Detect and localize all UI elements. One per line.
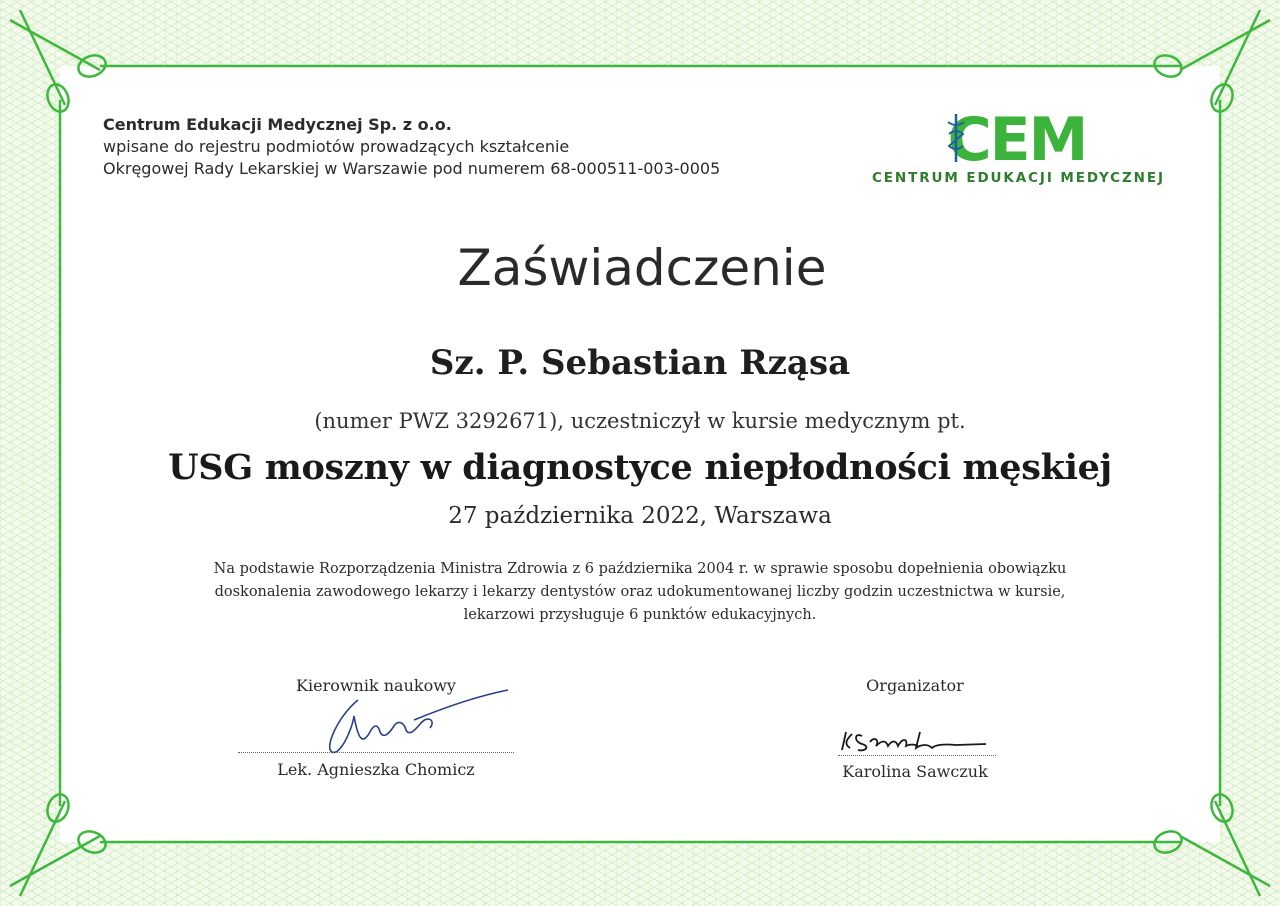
registry-line-2: Okręgowej Rady Lekarskiej w Warszawie pod numerem 68-000511-003-0005 <box>103 159 721 178</box>
right-signature-line <box>838 755 996 756</box>
legal-basis <box>200 558 1080 627</box>
logo-mark: CEM <box>947 112 1087 168</box>
registry-line-1: wpisane do rejestru podmiotów prowadzących kształcenie <box>103 137 570 156</box>
right-signature <box>836 718 996 758</box>
legal-line-1: Na podstawie Rozporządzenia Ministra Zdrowia z 6 października 2004 r. w sprawie sposobu dopełnienia obowiązku <box>213 561 1067 577</box>
recipient-name: Sz. P. Sebastian Rząsa <box>429 343 851 383</box>
organization-info <box>103 114 720 180</box>
intro-line: (numer PWZ 3292671), uczestniczył w kursie medycznym pt. <box>314 409 966 433</box>
organization-name: Centrum Edukacji Medycznej Sp. z o.o. <box>103 115 452 134</box>
corner-ornament-bottom-right <box>1151 791 1270 896</box>
document-title: Zaświadczenie <box>457 239 827 297</box>
right-signature-role: Organizator <box>866 676 964 695</box>
legal-line-2: doskonalenia zawodowego lekarzy i lekarzy dentystów oraz udokumentowanej liczby godzin uczestnictwa w kursie, <box>214 584 1066 600</box>
logo-text: CENTRUM EDUKACJI MEDYCZNEJ <box>872 170 1165 186</box>
corner-ornament-top-left <box>10 10 109 115</box>
left-signature <box>318 686 518 766</box>
right-signature-name: Karolina Sawczuk <box>842 762 988 781</box>
left-signature-role: Kierownik naukowy <box>296 676 456 695</box>
cem-logo <box>872 112 1164 192</box>
left-signature-line <box>238 752 514 753</box>
corner-ornament-top-right <box>1151 10 1270 115</box>
course-title: USG moszny w diagnostyce niepłodności męskiej <box>168 447 1112 488</box>
legal-line-3: lekarzowi przysługuje 6 punktów edukacyjnych. <box>463 607 817 623</box>
caduceus-icon <box>936 112 976 164</box>
left-signature-name: Lek. Agnieszka Chomicz <box>277 760 475 779</box>
corner-ornament-bottom-left <box>10 791 109 896</box>
course-date-place: 27 października 2022, Warszawa <box>448 503 832 529</box>
